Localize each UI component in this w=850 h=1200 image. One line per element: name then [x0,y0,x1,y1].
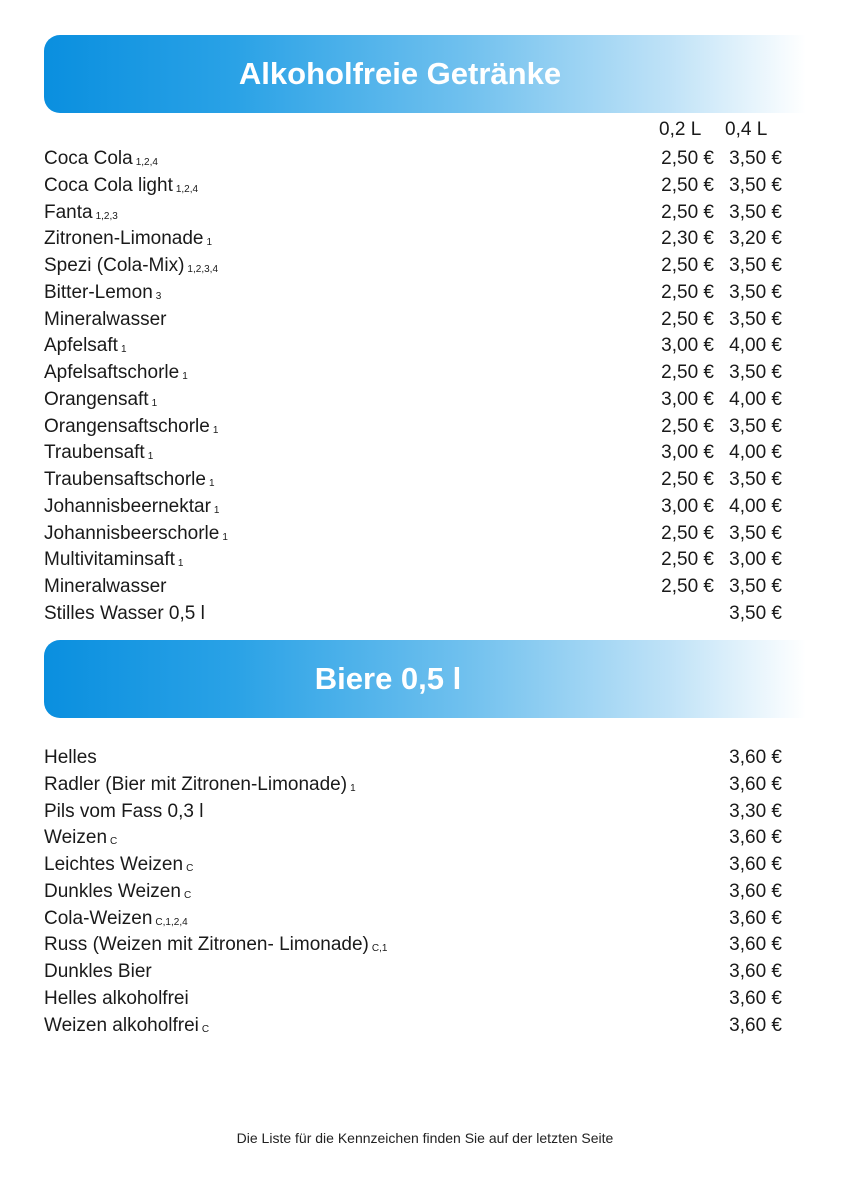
price-small: 3,00 € [661,495,714,517]
item-name [44,878,191,908]
additive-note: 1 [177,558,184,570]
price-small: 2,50 € [661,201,714,223]
item-label: Radler (Bier mit Zitronen-Limonade) [44,773,348,795]
price: 3,60 € [729,934,782,956]
menu-item-row [44,744,784,771]
menu-item-row [44,851,784,878]
column-header-small: 0,2 L [659,119,702,140]
soft-drinks-header-banner [44,35,806,113]
item-label: Helles alkoholfrei [44,987,189,1009]
additive-note: C [201,1023,210,1035]
menu-item-row [44,199,784,226]
additive-note: 1 [208,478,215,489]
price-large: 3,50 € [729,469,782,490]
item-label: Mineralwasser [44,576,167,597]
menu-item-row [44,573,784,600]
additive-note: 1 [222,531,228,543]
price-large: 3,50 € [729,576,782,597]
price-small: 2,50 € [661,148,714,169]
additive-note: 1 [151,397,158,409]
price-large: 3,50 € [729,362,782,383]
item-label: Dunkles Bier [44,961,152,982]
item-label: Dunkles Weizen [44,880,181,902]
item-name [44,744,97,771]
additive-note: C,1,2,4 [155,916,188,928]
item-label: Pils vom Fass 0,3 l [44,800,204,822]
menu-item-row [44,546,784,573]
price-large: 3,50 € [729,308,782,330]
item-name [44,359,188,389]
menu-item-row [44,439,784,466]
item-label: Spezi (Cola-Mix) [44,255,185,276]
price-large: 3,50 € [729,174,782,196]
price-small: 3,00 € [661,388,714,410]
item-name [44,1012,209,1042]
item-name [44,306,166,333]
menu-item-row [44,824,784,851]
menu-item-row [44,985,784,1012]
item-label: Bitter-Lemon [44,281,153,303]
item-label: Apfelsaftschorle [44,362,180,383]
item-name [44,413,218,443]
menu-item-row [44,466,784,493]
item-label: Orangensaft [44,388,149,410]
price: 3,60 € [729,827,782,849]
item-label: Coca Cola [44,148,133,169]
price-large: 3,50 € [729,415,782,437]
item-name [44,279,161,309]
item-name [44,386,157,416]
menu-item-row [44,600,784,627]
additive-note: 1,2,3,4 [187,264,219,275]
menu-item-row [44,145,784,172]
item-label: Weizen [44,827,108,849]
price-large: 3,50 € [729,148,782,169]
price-large: 4,00 € [729,388,782,410]
item-label: Traubensaftschorle [44,469,206,490]
price-large: 4,00 € [729,495,782,517]
beer-title: Biere 0,5 l [314,661,462,696]
additive-note: 1,2,4 [175,183,199,195]
item-name [44,466,215,496]
menu-item-row [44,798,784,825]
item-label: Zitronen-Limonade [44,228,204,250]
price: 3,60 € [729,773,782,795]
price: 3,60 € [729,747,782,768]
price-small: 3,00 € [661,442,714,464]
column-header-large: 0,4 L [725,119,768,140]
item-name [44,493,219,523]
additive-note: C,1 [371,943,388,955]
menu-item-row [44,493,784,520]
additive-note: 3 [155,290,162,302]
price: 3,60 € [729,987,782,1009]
additive-note: 1,2,4 [135,157,158,168]
item-name [44,546,183,576]
menu-item-row [44,931,784,958]
menu-item-row [44,958,784,985]
price-large: 4,00 € [729,335,782,357]
price-small: 2,30 € [661,228,714,250]
price-small: 3,00 € [661,335,714,357]
item-name [44,573,166,600]
price-small: 2,50 € [661,415,714,437]
menu-item-row [44,225,784,252]
menu-item-row [44,172,784,199]
menu-item-row [44,386,784,413]
menu-item-row [44,332,784,359]
item-label: Cola-Weizen [44,907,153,929]
price-large: 3,50 € [729,255,782,276]
item-label: Fanta [44,201,93,223]
item-name [44,798,203,825]
item-label: Weizen alkoholfrei [44,1014,199,1036]
price: 3,60 € [729,1014,782,1036]
item-name [44,931,387,961]
menu-item-row [44,1012,784,1039]
item-label: Johannisbeerschorle [44,522,220,544]
footer-note: Die Liste für die Kennzeichen finden Sie auf der letzten Seite [236,1130,614,1146]
price: 3,60 € [729,961,782,982]
soft-drinks-title: Alkoholfreie Getränke [238,56,562,91]
item-name [44,985,189,1012]
price: 3,30 € [729,800,782,822]
item-label: Coca Cola light [44,174,173,196]
additive-note: 1 [120,344,127,356]
item-name [44,252,218,282]
item-label: Russ (Weizen mit Zitronen- Limonade) [44,934,369,956]
item-name [44,332,127,362]
additive-note: 1 [212,424,219,436]
item-name [44,145,158,175]
beer-header-banner [44,640,806,718]
price-large: 3,00 € [729,549,782,571]
additive-note: C [183,889,192,901]
item-name [44,520,228,550]
price-small: 2,50 € [661,522,714,544]
menu-item-row [44,413,784,440]
item-name [44,824,117,854]
item-label: Traubensaft [44,442,145,464]
price-large: 3,50 € [729,522,782,544]
price-large: 3,50 € [729,602,782,624]
price: 3,60 € [729,854,782,875]
price-small: 2,50 € [661,576,714,597]
price-small: 2,50 € [661,362,714,383]
additive-note: 1 [213,504,220,516]
price-small: 2,50 € [661,469,714,490]
price-large: 3,20 € [729,228,782,250]
menu-item-row [44,359,784,386]
item-label: Mineralwasser [44,308,167,330]
item-name [44,851,193,881]
price-small: 2,50 € [661,549,714,571]
menu-item-row [44,279,784,306]
item-label: Apfelsaft [44,335,118,357]
price-large: 4,00 € [729,442,782,464]
item-name [44,600,205,627]
price-small: 2,50 € [661,174,714,196]
item-name [44,199,118,229]
price-large: 3,50 € [729,281,782,303]
item-label: Orangensaftschorle [44,415,210,437]
menu-item-row [44,905,784,932]
item-name [44,905,188,935]
item-name [44,958,152,985]
menu-item-row [44,306,784,333]
additive-note: C [186,863,194,874]
item-name [44,172,198,202]
price-small: 2,50 € [661,255,714,276]
item-name [44,439,153,469]
menu-item-row [44,252,784,279]
item-name [44,225,212,255]
additive-note: 1 [350,782,356,794]
menu-item-row [44,771,784,798]
item-label: Multivitaminsaft [44,549,175,571]
additive-note: C [110,836,118,848]
menu-item-row [44,878,784,905]
item-name [44,771,356,801]
additive-note: 1 [206,237,213,249]
price: 3,60 € [729,907,782,929]
menu-item-row [44,520,784,547]
price-small: 2,50 € [661,308,714,330]
additive-note: 1 [147,451,154,463]
item-label: Johannisbeernektar [44,495,211,517]
price: 3,60 € [729,880,782,902]
additive-note: 1 [182,371,188,382]
price-small: 2,50 € [661,281,714,303]
additive-note: 1,2,3 [95,210,118,222]
item-label: Helles [44,747,97,768]
item-label: Leichtes Weizen [44,854,184,875]
item-label: Stilles Wasser 0,5 l [44,602,205,624]
price-large: 3,50 € [729,201,782,223]
